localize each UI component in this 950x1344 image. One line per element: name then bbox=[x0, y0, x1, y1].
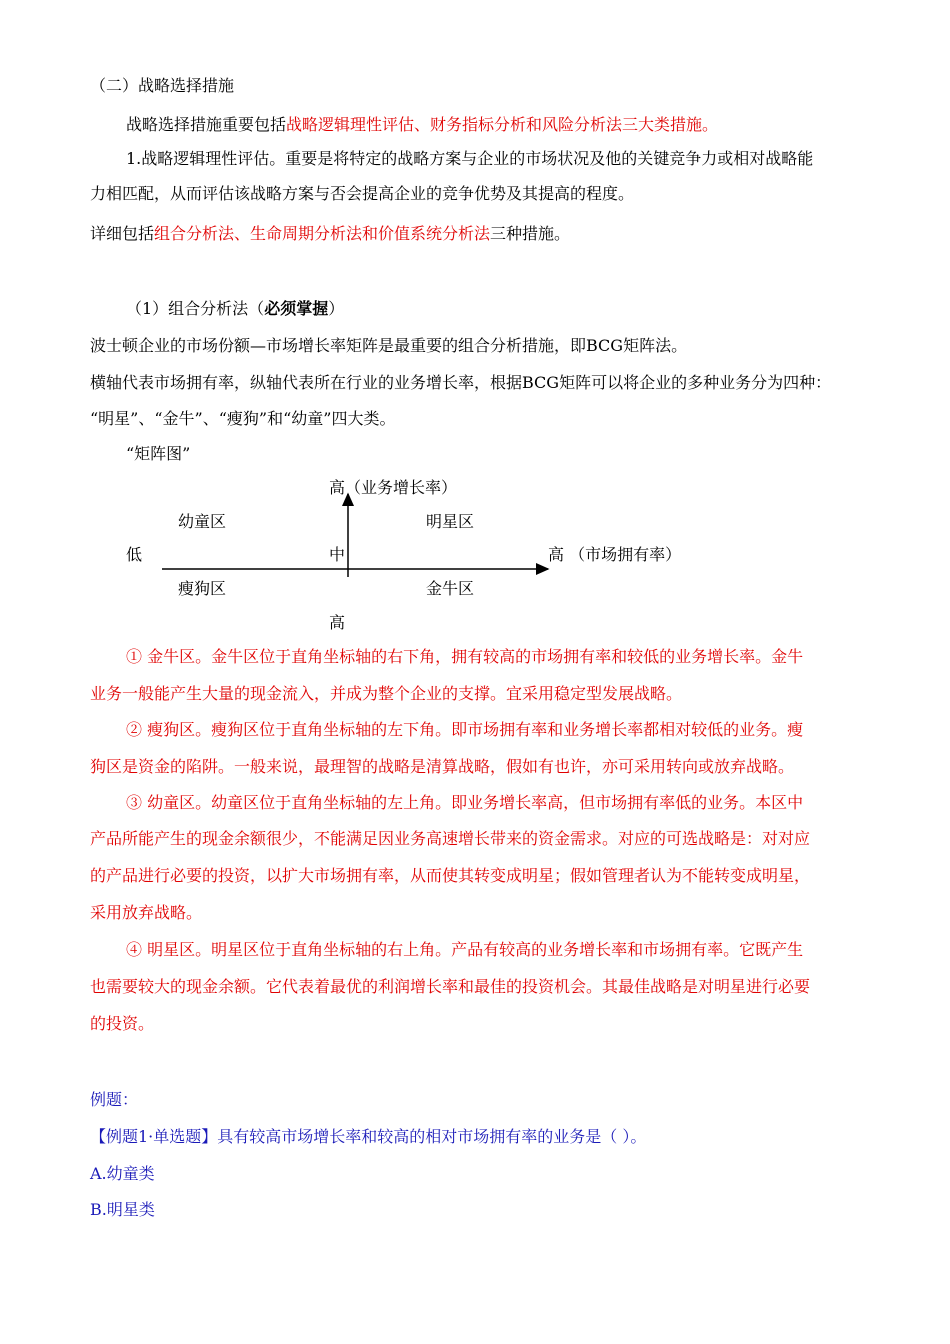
example-question: 【例题1·单选题】具有较高市场增长率和较高的相对市场拥有率的业务是（ ）。 bbox=[90, 1127, 647, 1146]
point2-line1: ② 瘦狗区。瘦狗区位于直角坐标轴的左下角。即市场拥有率和业务增长率都相对较低的业务。瘦 bbox=[126, 720, 804, 739]
sub-heading-suffix: ） bbox=[328, 299, 345, 318]
x-axis-low-label: 低 bbox=[126, 545, 143, 564]
point4-line2: 也需要较大的现金余额。它代表着最优的利润增长率和最佳的投资机会。其最佳战略是对明星进行必要 bbox=[90, 977, 811, 996]
axis-desc-line1: 横轴代表市场拥有率，纵轴代表所在行业的业务增长率，根据BCG矩阵可以将企业的多种业务分为四种： bbox=[90, 373, 832, 392]
point3-line1: ③ 幼童区。幼童区位于直角坐标轴的左上角。即业务增长率高，但市场拥有率低的业务。本区中 bbox=[126, 793, 804, 812]
matrix-caption: “矩阵图” bbox=[126, 444, 191, 463]
detail-highlight: 组合分析法、生命周期分析法和价值系统分析法 bbox=[154, 224, 491, 243]
point4-line1: ④ 明星区。明星区位于直角坐标轴的右上角。产品有较高的业务增长率和市场拥有率。它既产生 bbox=[126, 940, 804, 959]
sub-heading-prefix: （1）组合分析法（ bbox=[126, 299, 265, 318]
item1-line2: 力相匹配，从而评估该战略方案与否会提高企业的竞争优势及其提高的程度。 bbox=[90, 184, 635, 203]
quadrant-top-right: 明星区 bbox=[426, 512, 475, 531]
intro-highlight: 战略逻辑理性评估、财务指标分析和风险分析法三大类措施。 bbox=[286, 115, 719, 134]
detail-prefix: 详细包括 bbox=[90, 224, 155, 243]
example-label: 例题： bbox=[90, 1090, 139, 1109]
bottom-label: 高 bbox=[329, 613, 346, 632]
option-b: B.明星类 bbox=[90, 1200, 155, 1219]
point4-line3: 的投资。 bbox=[90, 1014, 155, 1033]
intro-prefix: 战略选择措施重要包括 bbox=[126, 115, 287, 134]
detail-suffix: 三种措施。 bbox=[490, 224, 571, 243]
bcg-line: 波士顿企业的市场份额—市场增长率矩阵是最重要的组合分析措施，即BCG矩阵法。 bbox=[90, 336, 688, 355]
x-axis-label: 高 （市场拥有率） bbox=[548, 545, 682, 564]
item1-line1: 1.战略逻辑理性评估。重要是将特定的战略方案与企业的市场状况及他的关键竞争力或相对战略能 bbox=[126, 149, 814, 168]
point3-line4: 采用放弃战略。 bbox=[90, 903, 203, 922]
option-a: A.幼童类 bbox=[90, 1164, 155, 1183]
axis-desc-line2: “明星”、“金牛”、“瘦狗”和“幼童”四大类。 bbox=[90, 409, 396, 428]
point1-line1: ① 金牛区。金牛区位于直角坐标轴的右下角，拥有较高的市场拥有率和较低的业务增长率。金牛 bbox=[126, 647, 804, 666]
center-label: 中 bbox=[329, 545, 346, 564]
quadrant-bottom-right: 金牛区 bbox=[426, 579, 475, 598]
point1-line2: 业务一般能产生大量的现金流入，并成为整个企业的支撑。宜采用稳定型发展战略。 bbox=[90, 684, 683, 703]
point3-line3: 的产品进行必要的投资，以扩大市场拥有率，从而使其转变成明星；假如管理者认为不能转变成明星， bbox=[90, 866, 811, 885]
y-axis-label: 高（业务增长率） bbox=[329, 478, 458, 497]
point2-line2: 狗区是资金的陷阱。一般来说，最理智的战略是清算战略，假如有也许，亦可采用转向或放弃战略。 bbox=[90, 757, 795, 776]
point3-line2: 产品所能产生的现金余额很少，不能满足因业务高速增长带来的资金需求。对应的可选战略是：对对应 bbox=[90, 829, 811, 848]
quadrant-bottom-left: 瘦狗区 bbox=[178, 579, 227, 598]
section-heading: （二）战略选择措施 bbox=[90, 76, 235, 95]
sub-heading-bold: 必须掌握 bbox=[264, 299, 329, 318]
quadrant-top-left: 幼童区 bbox=[178, 512, 227, 531]
